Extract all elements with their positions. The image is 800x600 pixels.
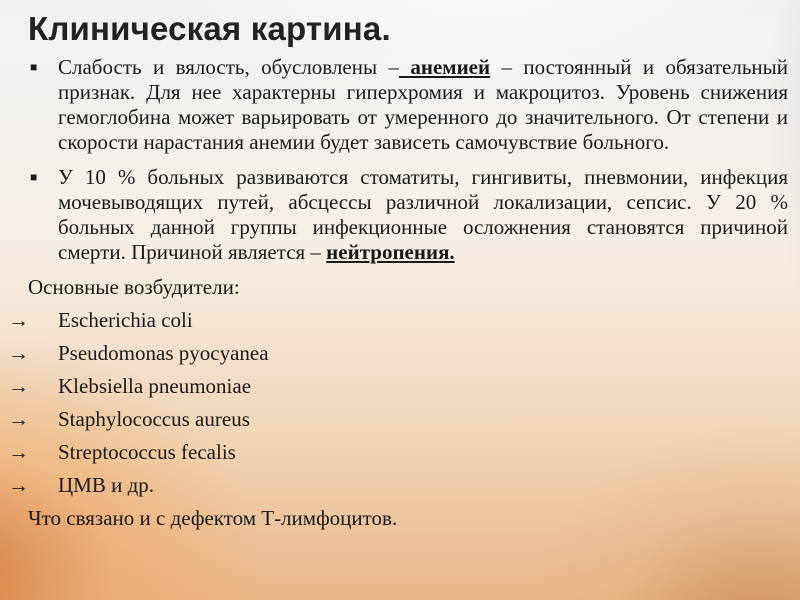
bullet-text: У 10 % больных развиваются стоматиты, гингивиты, пневмонии, инфекция мочевыводящих путей, абсцессы различной локализации, сепсис. У 20 % больных данной группы инфекционные осложнения становятся причиной смерти. Причиной является – [58,165,788,264]
bullet-infections [30,165,788,265]
list-item [0,374,800,399]
pathogen-name: Klebsiella pneumoniae [58,374,252,398]
bullet-anemia [30,55,788,155]
pathogen-name: Staphylococcus aureus [58,407,250,431]
arrow-right-icon: → [8,473,29,497]
arrow-right-icon: → [8,341,29,365]
closing-line: Что связано и с дефектом Т-лимфоцитов. [28,506,398,530]
slide-title: Клиническая картина. [28,10,391,47]
keyword-neutropenia: нейтропения. [326,240,455,264]
arrow-right-icon: → [8,407,29,431]
slide-content [0,55,800,531]
pathogens-heading: Основные возбудители: [28,275,240,299]
list-item [0,473,800,498]
pathogen-name: Escherichia coli [58,308,193,332]
square-bullet-icon: ■ [30,60,38,74]
bullet-text: – постоянный и обязательный признак. Для нее характерны гиперхромия и макроцитоз. Уровень снижения гемоглобина может варьировать от умеренного до значительного. От степени и скорости нарастания анемии будет зависеть самочувствие больного. [58,55,788,154]
list-item [0,440,800,465]
list-item [0,341,800,366]
keyword-anemia: анемией [398,55,491,79]
pathogen-name: Pseudomonas pyocyanea [58,341,269,365]
list-item [0,407,800,432]
arrow-right-icon: → [8,374,29,398]
arrow-right-icon: → [8,308,29,332]
pathogen-name: ЦМВ и др. [58,473,155,497]
bullet-text: Слабость и вялость, обусловлены – [58,55,399,79]
square-bullet-icon: ■ [30,170,38,184]
arrow-right-icon: → [8,440,29,464]
pathogen-name: Streptococcus fecalis [58,440,236,464]
list-item [0,308,800,333]
